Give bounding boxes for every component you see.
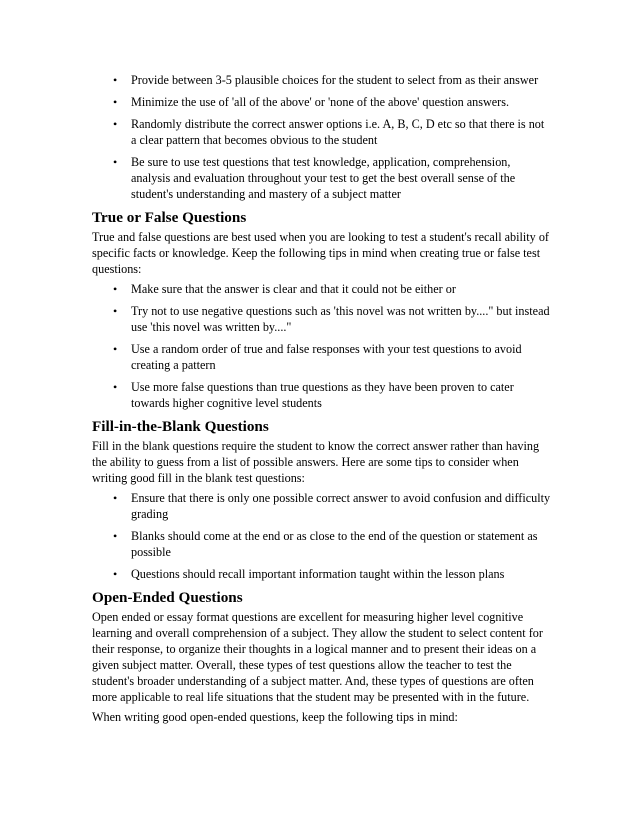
bullet-text: Blanks should come at the end or as close to the end of the question or statement as possible — [131, 529, 538, 559]
section-paragraph: Fill in the blank questions require the student to know the correct answer rather than having the ability to guess from a list of possible answers. Here are some tips to consider when writing good fill in the blank test questions: — [92, 439, 540, 485]
bullet-icon: • — [113, 491, 118, 505]
list-item — [92, 528, 552, 560]
bullet-text: Make sure that the answer is clear and that it could not be either or — [131, 282, 456, 296]
list-item — [92, 281, 552, 297]
bullet-text: Minimize the use of 'all of the above' or 'none of the above' question answers. — [131, 95, 510, 109]
page-content — [92, 72, 552, 729]
bullet-icon: • — [113, 117, 118, 131]
bullet-text: Try not to use negative questions such as 'this novel was not written by...." but instead use 'this novel was written by...." — [131, 304, 550, 334]
bullet-icon: • — [113, 529, 118, 543]
bullet-text: Randomly distribute the correct answer options i.e. A, B, C, D etc so that there is not a clear pattern that becomes obvious to the student — [131, 117, 545, 147]
list-item — [92, 379, 552, 411]
list-item — [92, 566, 552, 582]
bullet-icon: • — [113, 567, 118, 581]
section-paragraph: When writing good open-ended questions, keep the following tips in mind: — [92, 710, 458, 724]
section-heading: Open-Ended Questions — [92, 589, 243, 606]
bullet-list — [92, 281, 552, 411]
bullet-icon: • — [113, 342, 118, 356]
list-item — [92, 303, 552, 335]
bullet-text: Provide between 3-5 plausible choices for the student to select from as their answer — [131, 73, 539, 87]
list-item — [92, 154, 552, 202]
bullet-icon: • — [113, 155, 118, 169]
fill-blank-section — [92, 417, 552, 582]
bullet-icon: • — [113, 282, 118, 296]
section-paragraph: Open ended or essay format questions are excellent for measuring higher level cognitive learning and overall comprehension of a subject. They allow the student to select content for their response, to organize their thoughts in a logical manner and to present their ideas on a given subject matter. Overall, these types of test questions allow the teacher to test the student's broader understanding of a subject matter. And, these types of questions are often more applicable to real life situations that the student may be presented with in the future. — [92, 610, 543, 704]
bullet-icon: • — [113, 304, 118, 318]
bullet-text: Use a random order of true and false responses with your test questions to avoid creating a pattern — [131, 342, 522, 372]
bullet-text: Ensure that there is only one possible correct answer to avoid confusion and difficulty grading — [131, 491, 551, 521]
bullet-text: Use more false questions than true questions as they have been proven to cater towards higher cognitive level students — [131, 380, 514, 410]
section-heading: Fill-in-the-Blank Questions — [92, 418, 269, 435]
intro-bullet-list — [92, 72, 552, 202]
list-item — [92, 94, 552, 110]
bullet-icon: • — [113, 380, 118, 394]
list-item — [92, 490, 552, 522]
bullet-icon: • — [113, 95, 118, 109]
bullet-text: Questions should recall important information taught within the lesson plans — [131, 567, 505, 581]
list-item — [92, 116, 552, 148]
section-paragraph: True and false questions are best used when you are looking to test a student's recall ability of specific facts or knowledge. Keep the following tips in mind when creating true or false test questions: — [92, 230, 549, 276]
open-ended-section — [92, 588, 552, 725]
list-item — [92, 72, 552, 88]
bullet-text: Be sure to use test questions that test knowledge, application, comprehension, analysis and evaluation throughout your test to get the best overall sense of the student's understanding and mastery of a subject matter — [131, 155, 516, 201]
bullet-list — [92, 490, 552, 582]
section-heading: True or False Questions — [92, 209, 247, 226]
true-false-section — [92, 208, 552, 411]
list-item — [92, 341, 552, 373]
bullet-icon: • — [113, 73, 118, 87]
